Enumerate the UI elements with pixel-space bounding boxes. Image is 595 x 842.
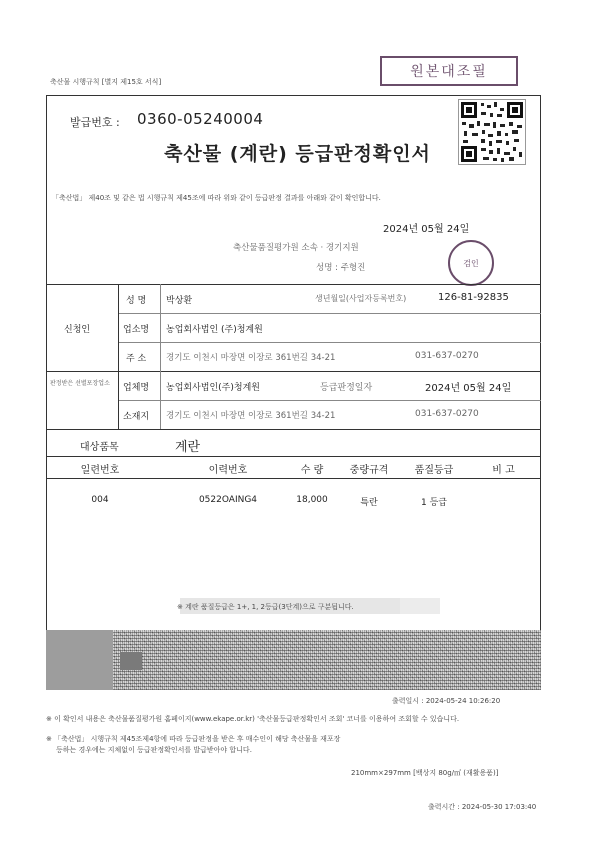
facility-name-label: 업체명 (123, 383, 150, 393)
row-quality-grade: 1 등급 (421, 498, 447, 508)
product-value: 계란 (175, 440, 201, 455)
address-label: 주 소 (126, 354, 147, 364)
header-quality-grade: 품질등급 (414, 465, 454, 476)
divider (118, 284, 119, 429)
facility-location: 경기도 이천시 마장면 이장로 361번길 34-21 (166, 411, 336, 421)
original-verified-stamp (380, 56, 518, 86)
issue-number-label: 발급번호 : (70, 116, 120, 129)
grading-date: 2024년 05월 24일 (425, 383, 512, 394)
header-weight-grade: 중량규격 (349, 465, 389, 476)
header-quantity: 수 량 (300, 465, 324, 476)
seal-text: 검인 (463, 258, 479, 268)
divider (46, 284, 541, 285)
facility-name: 농업회사법인(주)청계원 (166, 383, 260, 393)
stamp-text: 원본대조필 (410, 64, 488, 80)
row-serial: 004 (91, 495, 109, 505)
applicant-name: 박상환 (166, 296, 193, 306)
location-label: 소재지 (123, 412, 150, 422)
output-time: 출력시간 : 2024-05-30 17:03:40 (428, 803, 537, 811)
table-row (46, 495, 541, 513)
product-label: 대상품목 (80, 442, 119, 453)
print-info: 출력일시 : 2024-05-24 10:26:20 (392, 697, 501, 705)
divider (46, 478, 541, 479)
row-quantity: 18,000 (296, 495, 328, 505)
company-name: 농업회사법인 (주)청계원 (166, 325, 263, 335)
security-pattern (113, 630, 541, 690)
paper-size: 210mm×297mm [백상지 80g/㎡ (재활용품)] (351, 769, 499, 777)
applicant-name-label: 성 명 (126, 296, 147, 306)
issue-date: 2024년 05월 24일 (383, 224, 470, 235)
table-footnote: ※ 계란 품질등급은 1+, 1, 2등급(3단계)으로 구분됩니다. (177, 603, 354, 611)
note-2: ※ 「축산법」 시행규칙 제45조제4항에 따라 등급판정을 받은 후 매수인이 해당 축산물을 재포장 (46, 735, 341, 743)
divider (46, 429, 541, 430)
footnote-backdrop (400, 598, 440, 614)
intro-text: 「축산법」 제40조 및 같은 법 시행규칙 제45조에 따라 위와 같이 등급판정 결과를 아래와 같이 확인합니다. (52, 194, 381, 202)
form-reference: 축산물 시행규칙 [별지 제15호 서식] (50, 78, 162, 86)
header-serial: 일련번호 (80, 465, 120, 476)
applicant-section-label: 신청인 (64, 325, 91, 335)
note-3: 등하는 경우에는 지체없이 등급판정확인서를 발급받아야 합니다. (56, 746, 252, 754)
company-label: 업소명 (123, 325, 150, 335)
divider (46, 371, 541, 372)
applicant-address: 경기도 이천시 마장면 이장로 361번길 34-21 (166, 353, 336, 363)
divider (160, 284, 161, 429)
document-title: 축산물 (계란) 등급판정확인서 (164, 143, 431, 165)
divider (118, 400, 541, 401)
items-table-header (46, 456, 541, 478)
barcode-block (120, 652, 142, 670)
row-trace-number: 0522OAING4 (198, 495, 258, 505)
issue-number: 0360-05240004 (137, 110, 264, 128)
facility-section-label: 판정받은 선별포장업소 (50, 380, 110, 387)
note-1: ※ 이 확인서 내용은 축산물품질평가원 홈페이지(www.ekape.or.kr) '축산물등급판정확인서 조회' 코너를 이용하여 조회할 수 있습니다. (46, 715, 460, 723)
grading-date-label: 등급판정일자 (320, 383, 373, 393)
row-weight-grade: 특란 (360, 498, 378, 508)
registration-number-label: 생년월일(사업자등록번호) (315, 294, 407, 303)
applicant-phone: 031-637-0270 (415, 351, 479, 361)
divider (118, 313, 541, 314)
divider (118, 342, 541, 343)
official-seal (448, 240, 494, 286)
facility-phone: 031-637-0270 (415, 409, 479, 419)
header-trace-number: 이력번호 (208, 465, 248, 476)
registration-number: 126-81-92835 (438, 292, 509, 303)
issuer-name: 성명 : 주형진 (316, 263, 366, 273)
barcode-greybox (46, 630, 113, 690)
header-remarks: 비 고 (492, 465, 515, 476)
issuer-organization: 축산물품질평가원 소속 · 경기지원 (233, 243, 359, 253)
